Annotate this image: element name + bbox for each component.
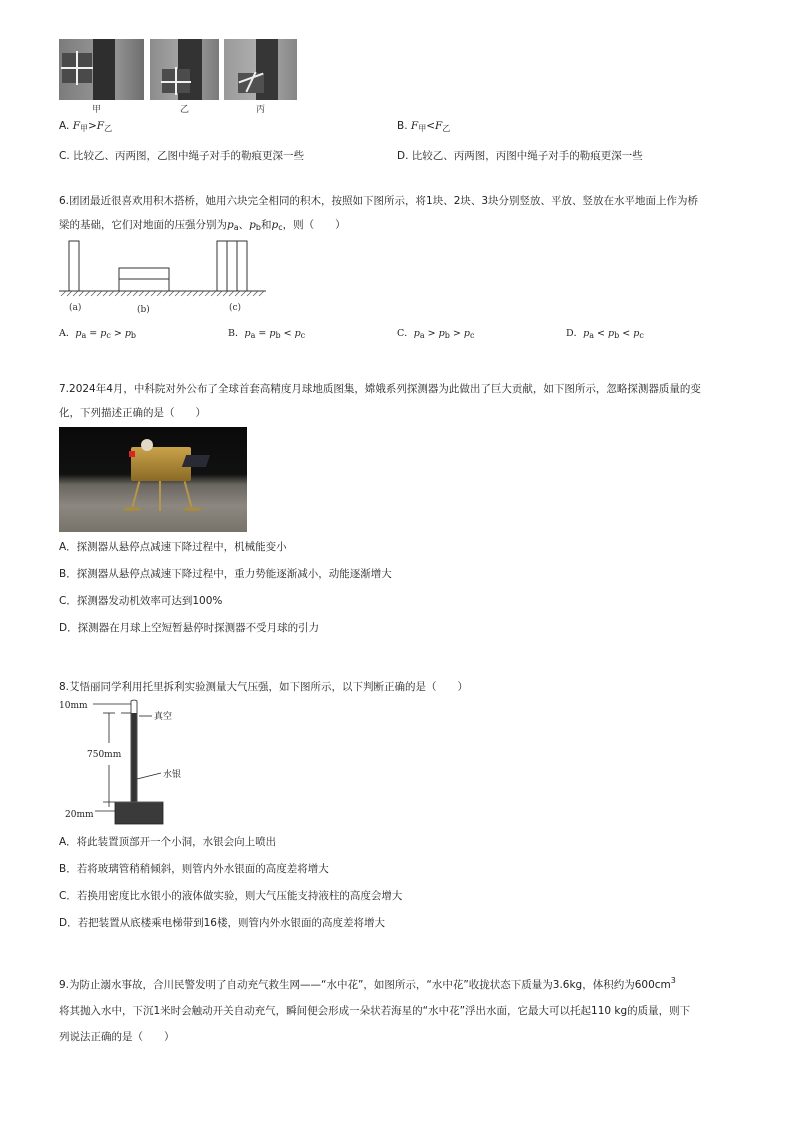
label-b: (b) — [137, 305, 150, 315]
q5-option-b[interactable]: B. $F_甲<F_乙$ — [397, 120, 451, 133]
caption-jia: 甲 — [92, 105, 102, 115]
photo-jia — [59, 39, 144, 100]
caption-bing: 丙 — [256, 105, 266, 115]
q7-stem-line1: 7.2024年4月，中科院对外公布了全球首套高精度月球地质图集，嫦娥系列探测器为此做出了巨大贡献，如下图所示，忽略探测器质量的变 — [59, 383, 701, 395]
q8-option-c[interactable]: C．若换用密度比水银小的液体做实验，则大气压能支持液柱的高度会增大 — [59, 890, 403, 902]
q7-option-a[interactable]: A．探测器从悬停点减速下降过程中，机械能变小 — [59, 541, 287, 553]
q9-stem-line2: 将其抛入水中，下沉1米时会触动开关自动充气，瞬间便会形成一朵状若海星的“水中花”浮出水面，它最大可以托起110 kg的质量，则下 — [59, 1005, 691, 1017]
q6-option-b[interactable]: B．$p_a = p_b < p_c$ — [228, 328, 306, 340]
block-c-2 — [227, 241, 237, 291]
caption-yi: 乙 — [180, 105, 190, 115]
label-mercury: 水银 — [163, 770, 182, 780]
q8-option-d[interactable]: D．若把装置从底楼乘电梯带到16楼，则管内外水银面的高度差将增大 — [59, 917, 385, 929]
q6-blocks-diagram — [59, 238, 269, 318]
q5-option-c[interactable]: C. 比较乙、丙两图，乙图中绳子对手的勒痕更深一些 — [59, 150, 305, 162]
q7-option-d[interactable]: D．探测器在月球上空短暂悬停时探测器不受月球的引力 — [59, 622, 320, 634]
photo-bing — [224, 39, 297, 100]
label-20mm: 20mm — [65, 810, 94, 820]
block-a — [69, 241, 79, 291]
q6-option-c[interactable]: C．$p_a > p_b > p_c$ — [397, 328, 475, 340]
q6-stem-line2: 梁的基础，它们对地面的压强分别为$p_a$、$p_b$和$p_c$，则（ ） — [59, 219, 346, 232]
q9-stem-line1: 9.为防止溺水事故，合川民警发明了自动充气救生网——“水中花”，如图所示，“水中花”收拢状态下质量为3.6kg，体积约为$600cm^3$ — [59, 976, 676, 991]
q6-stem-line1: 6.团团最近很喜欢用积木搭桥，她用六块完全相同的积木，按照如下图所示，将1块、2块、3块分别竖放、平放、竖放在水平地面上作为桥 — [59, 195, 699, 207]
block-b-bottom — [119, 279, 169, 291]
label-a: (a) — [69, 303, 82, 313]
q5-option-a[interactable]: A. $F_甲>F_乙$ — [59, 120, 113, 133]
block-c-3 — [237, 241, 247, 291]
q7-option-c[interactable]: C．探测器发动机效率可达到100% — [59, 595, 223, 607]
q5-option-d[interactable]: D. 比较乙、丙两图，丙图中绳子对手的勒痕更深一些 — [397, 150, 643, 162]
q9-stem-line3: 列说法正确的是（ ） — [59, 1031, 175, 1043]
mercury-trough — [115, 802, 163, 824]
q7-option-b[interactable]: B．探测器从悬停点减速下降过程中，重力势能逐渐减小，动能逐渐增大 — [59, 568, 392, 580]
label-c: (c) — [229, 303, 242, 313]
q8-stem: 8.艾悟丽同学利用托里拆利实验测量大气压强，如下图所示，以下判断正确的是（ ） — [59, 681, 469, 693]
lunar-lander-photo — [59, 427, 247, 532]
label-10mm: 10mm — [59, 701, 88, 711]
q7-stem-line2: 化，下列描述正确的是（ ） — [59, 407, 206, 419]
block-c-1 — [217, 241, 227, 291]
label-750mm: 750mm — [87, 750, 122, 760]
q6-option-a[interactable]: A．$p_a = p_c > p_b$ — [59, 328, 137, 340]
photo-yi — [150, 39, 219, 100]
q6-option-d[interactable]: D．$p_a < p_b < p_c$ — [566, 328, 644, 340]
block-b-top — [119, 268, 169, 279]
q8-option-a[interactable]: A．将此装置顶部开一个小洞，水银会向上喷出 — [59, 836, 277, 848]
torricelli-diagram — [59, 699, 199, 829]
q8-option-b[interactable]: B．若将玻璃管稍稍倾斜，则管内外水银面的高度差将增大 — [59, 863, 329, 875]
label-vacuum: 真空 — [154, 712, 173, 722]
